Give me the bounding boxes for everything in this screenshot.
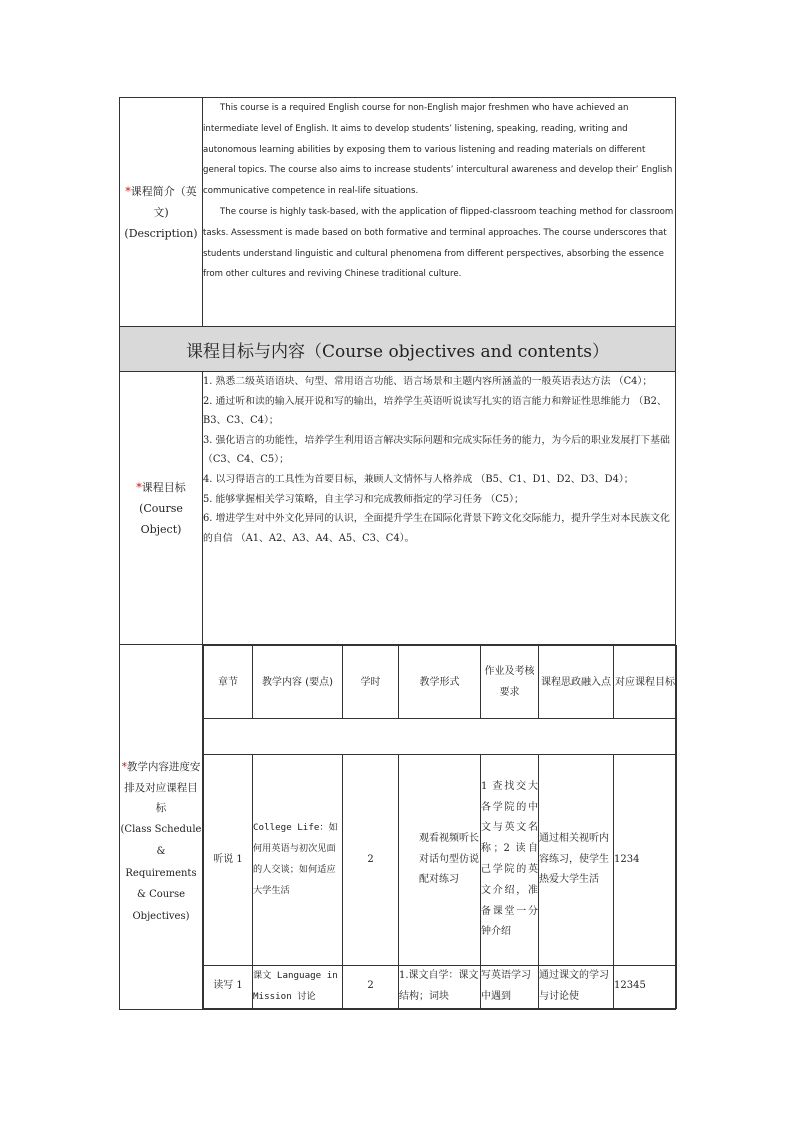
header-ideology: 课程思政融入点 bbox=[539, 646, 614, 719]
schedule-header-row bbox=[204, 646, 677, 719]
row-objective: 12345 bbox=[614, 966, 677, 1009]
objectives-label bbox=[120, 372, 203, 645]
objectives-label-cn: 课程目标 bbox=[141, 480, 186, 494]
header-form: 教学形式 bbox=[399, 646, 481, 719]
schedule-label-cn: 教学内容进度安排及对应课程目标 bbox=[124, 761, 201, 815]
table-row bbox=[204, 755, 677, 966]
row-chapter: 听说 1 bbox=[204, 755, 253, 966]
required-asterisk: * bbox=[121, 761, 127, 773]
objectives-list bbox=[203, 372, 676, 645]
schedule-label-en: (Class Schedule & Requirements & Course Objectives) bbox=[120, 824, 202, 922]
header-objective: 对应课程目标 bbox=[614, 646, 677, 719]
header-hours: 学时 bbox=[343, 646, 399, 719]
objective-item: 5. 能够掌握相关学习策略，自主学习和完成教师指定的学习任务 （C5）； bbox=[203, 493, 524, 505]
description-label bbox=[120, 98, 203, 327]
row-hours: 2 bbox=[343, 966, 399, 1009]
schedule-table bbox=[203, 645, 677, 1009]
header-content: 教学内容 (要点) bbox=[253, 646, 343, 719]
schedule-empty-row bbox=[204, 719, 677, 755]
row-objective: 1234 bbox=[614, 755, 677, 966]
description-text bbox=[203, 98, 676, 327]
objective-item: 4. 以习得语言的工具性为首要目标，兼顾人文情怀与人格养成 （B5、C1、D1、D2、D3、D4）； bbox=[203, 473, 634, 485]
description-paragraph: The course is highly task-based, with the application of flipped-classroom teaching method for classroom tasks. Assessment is made based on both formative and terminal approaches. The course underscores that students understand linguistic and cultural phenomena from different perspectives, absorbing the essence from other cultures and reviving Chinese traditional culture. bbox=[203, 206, 674, 280]
required-asterisk: * bbox=[136, 480, 142, 494]
row-content-text: College Life：如何用英语与初次见面的人交谈；如何适应大学生活 bbox=[253, 822, 338, 896]
course-syllabus-table bbox=[119, 97, 676, 1010]
empty-cell bbox=[204, 719, 677, 755]
row-homework: 1 查找交大各学院的中文与英文名称；2 读自己学院的英文介绍，准备课堂一分钟介绍 bbox=[481, 755, 539, 966]
row-form: 观看视频听长对话句型仿说配对练习 bbox=[399, 755, 481, 966]
objective-item: 6. 增进学生对中外文化异同的认识，全面提升学生在国际化背景下跨文化交际能力，提升学生对本民族文化的自信 （A1、A2、A3、A4、A5、C3、C4）。 bbox=[203, 513, 670, 544]
row-form: 1.课文自学：课文结构；词块 bbox=[399, 966, 481, 1009]
objective-item: 3. 强化语言的功能性，培养学生利用语言解决实际问题和完成实际任务的能力，为今后的职业发展打下基础 （C3、C4、C5）； bbox=[203, 434, 670, 466]
row-content bbox=[253, 755, 343, 966]
row-ideology: 通过课文的学习与讨论使 bbox=[539, 966, 614, 1009]
description-paragraph: This course is a required English course for non-English major freshmen who have achieved an intermediate level of English. It aims to develop students’ listening, speaking, reading, writing and autonomous learning abilities by exposing them to various listening and reading materials on different general topics. The course also aims to increase students’ intercultural awareness and develop their’ English communicative competence in real-life situations. bbox=[203, 103, 673, 197]
row-content-text: 课文 Language in Mission 讨论 bbox=[253, 970, 338, 1002]
schedule-cell bbox=[203, 645, 676, 1010]
section-title: 课程目标与内容（Course objectives and contents） bbox=[120, 327, 676, 372]
description-label-en: (Description) bbox=[124, 226, 198, 240]
row-chapter: 读写 1 bbox=[204, 966, 253, 1009]
row-content bbox=[253, 966, 343, 1009]
schedule-label bbox=[120, 645, 203, 1010]
row-hours: 2 bbox=[343, 755, 399, 966]
row-ideology: 通过相关视听内容练习，使学生热爱大学生活 bbox=[539, 755, 614, 966]
objective-item: 1. 熟悉二级英语语块、句型、常用语言功能、语言场景和主题内容所涵盖的一般英语表达方法 （C4）； bbox=[203, 376, 653, 387]
description-label-cn: 课程简介（英文) bbox=[130, 184, 197, 219]
objective-item: 2. 通过听和读的输入展开说和写的输出，培养学生英语听说读写扎实的语言能力和辩证性思维能力 （B2、B3、C3、C4）； bbox=[203, 395, 667, 427]
header-chapter: 章节 bbox=[204, 646, 253, 719]
row-homework: 写英语学习中遇到 bbox=[481, 966, 539, 1009]
required-asterisk: * bbox=[125, 184, 131, 198]
header-homework: 作业及考核要求 bbox=[481, 646, 539, 719]
table-row bbox=[204, 966, 677, 1009]
objectives-label-en: (Course Object) bbox=[139, 501, 183, 536]
